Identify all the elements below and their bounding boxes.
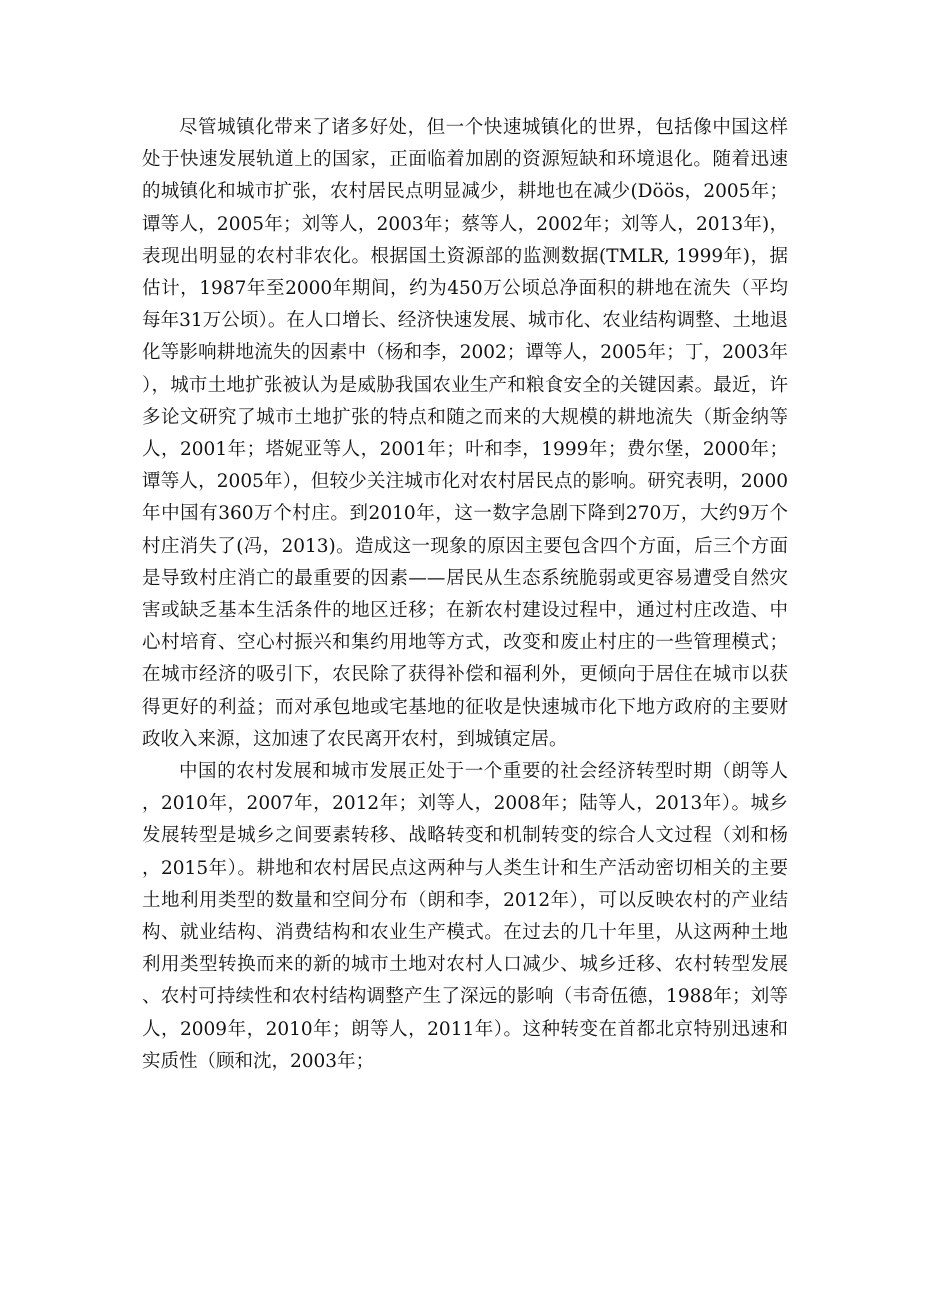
paragraph-2: 中国的农村发展和城市发展正处于一个重要的社会经济转型时期（朗等人，2010年，2007年，2012年；刘等人，2008年；陆等人，2013年）。城乡发展转型是城乡之间要素转移、战略转变和机制转变的综合人文过程（刘和杨，2015年）。耕地和农村居民点这两种与人类生计和生产活动密切相关的主要土地利用类型的数量和空间分布（朗和李，2012年），可以反映农村的产业结构、就业结构、消费结构和农业生产模式。在过去的几十年里，从这两种土地利用类型转换而来的新的城市土地对农村人口减少、城乡迁移、农村转型发展、农村可持续性和农村结构调整产生了深远的影响（韦奇伍德，1988年；刘等人，2009年，2010年；朗等人，2011年）。这种转变在首都北京特别迅速和实质性（顾和沈，2003年； — [142, 761, 788, 1072]
paragraph-1: 尽管城镇化带来了诸多好处，但一个快速城镇化的世界，包括像中国这样处于快速发展轨道上的国家，正面临着加剧的资源短缺和环境退化。随着迅速的城镇化和城市扩张，农村居民点明显减少，耕地也在减少(Döös，2005年；谭等人，2005年；刘等人，2003年；蔡等人，2002年；刘等人，2013年)，表现出明显的农村非农化。根据国土资源部的监测数据(TMLR, 1999年)，据估计，1987年至2000年期间，约为450万公顷总净面积的耕地在流失（平均每年31万公顷）。在人口增长、经济快速发展、城市化、农业结构调整、土地退化等影响耕地流失的因素中（杨和李，2002；谭等人，2005年；丁，2003年），城市土地扩张被认为是威胁我国农业生产和粮食安全的关键因素。最近，许多论文研究了城市土地扩张的特点和随之而来的大规模的耕地流失（斯金纳等人，2001年；塔妮亚等人，2001年；叶和李，1999年；费尔堡，2000年；谭等人，2005年），但较少关注城市化对农村居民点的影响。研究表明，2000年中国有360万个村庄。到2010年，这一数字急剧下降到270万，大约9万个村庄消失了(冯，2013)。造成这一现象的原因主要包含四个方面，后三个方面是导致村庄消亡的最重要的因素——居民从生态系统脆弱或更容易遭受自然灾害或缺乏基本生活条件的地区迁移；在新农村建设过程中，通过村庄改造、中心村培育、空心村振兴和集约用地等方式，改变和废止村庄的一些管理模式；在城市经济的吸引下，农民除了获得补偿和福利外，更倾向于居住在城市以获得更好的利益；而对承包地或宅基地的征收是快速城市化下地方政府的主要财政收入来源，这加速了农民离开农村，到城镇定居。 — [142, 117, 788, 750]
document-body — [142, 112, 788, 1078]
